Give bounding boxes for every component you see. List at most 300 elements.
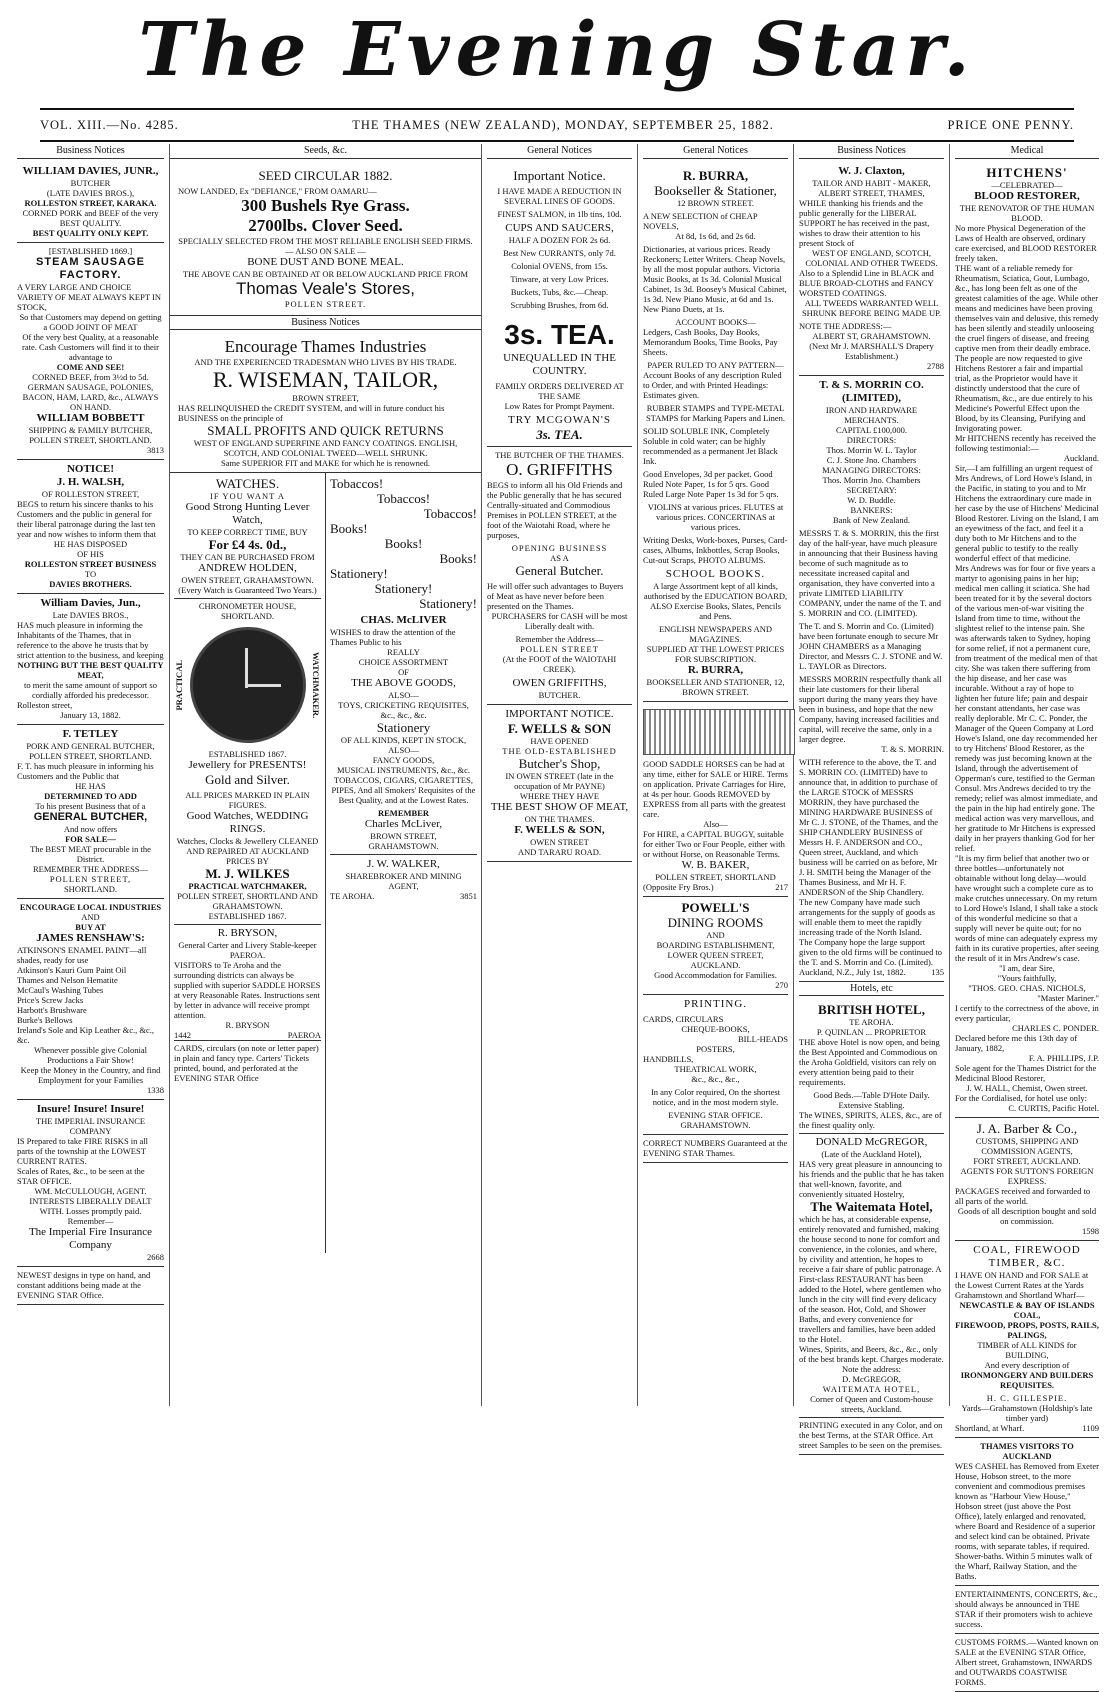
text: The T. and S. Morrin and Co. (Limited) have been fortunate enough to secure Mr JOHN CHAMBERS as a Managing Director, and Messrs C. J. STONE and W. L. TAYLOR as Directors. (799, 620, 943, 671)
text: Thos. Morrin W. L. Taylor (826, 444, 917, 455)
text: GERMAN SAUSAGE, POLONIES, BACON, HAM, LARD, &c., ALWAYS ON HAND. (22, 381, 159, 412)
text: Shortland, at Wharf. (955, 1422, 1025, 1433)
text: Scrubbing Brushes, from 6d. (510, 299, 609, 310)
text: SHORTLAND. (63, 883, 118, 894)
text: THE BUTCHER OF THE THAMES. (495, 449, 624, 460)
text: PACKAGES received and forwarded to all parts of the world. (955, 1185, 1091, 1206)
text: WILLIAM BOBBETT (36, 411, 145, 424)
text: MESSRS MORRIN respectfully thank all their late customers for their liberal support during the many years they have been in business, and hope that the new Company, having increased facilities and capital, will receive the same, only in a larger degree. (799, 673, 942, 744)
dateline (40, 108, 1074, 142)
text: For HIRE, a CAPITAL BUGGY, suitable for either Two or Four People, either with or without Horse, on Reasonable Terms. (643, 828, 785, 859)
text: HAS RELINQUISHED the CREDIT SYSTEM, and will in future conduct his BUSINESS on the principle of (178, 403, 445, 423)
text: SMALL PROFITS AND QUICK RETURNS (207, 423, 444, 438)
text: Butcher's Shop, (518, 755, 601, 771)
text: Tobaccos! (423, 506, 477, 521)
text: BEST QUALITY ONLY KEPT. (32, 227, 149, 238)
text: AGENTS FOR SUTTON'S FOREIGN EXPRESS. (960, 1165, 1094, 1186)
text: BUY AT (75, 921, 106, 932)
text: ATKINSON'S ENAMEL PAINT—all shades, ready for use (17, 944, 147, 965)
text: SHAREBROKER AND MINING AGENT, (345, 871, 462, 891)
text: A NEW SELECTION of CHEAP NOVELS, (643, 210, 758, 231)
text: ALL PRICES MARKED IN PLAIN FIGURES. (185, 790, 310, 810)
text: For £4 4s. 0d., (208, 537, 287, 552)
ad-title: F. TETLEY (62, 727, 119, 740)
text: —CELEBRATED— (991, 179, 1063, 190)
text: THE RENOVATOR OF THE HUMAN BLOOD. (959, 202, 1095, 223)
text: POSTERS, (696, 1043, 735, 1054)
text: Tinware, at very Low Prices. (510, 273, 609, 284)
text: H. C. GILLESPIE. (986, 1392, 1068, 1403)
text: SHIPPING & FAMILY BUTCHER, POLLEN STREET, SHORTLAND. (28, 424, 153, 445)
text: TO (84, 568, 97, 579)
text: ALSO— (388, 745, 419, 755)
text: HE HAS (75, 780, 106, 791)
text: 2700lbs. Clover Seed. (248, 215, 403, 235)
text: AND (706, 929, 725, 940)
text: WHILE thanking his friends and the public generally for the LIBERAL SUPPORT he has received in the past, wishes to draw their attention to his present Stock of (799, 197, 930, 248)
text: And every description of (984, 1359, 1070, 1370)
text: "Master Mariner." (1037, 992, 1099, 1003)
text: BUTCHER. (538, 689, 581, 700)
text: CHOICE ASSORTMENT (358, 657, 449, 667)
text: VIOLINS at various prices. FLUTES at various prices. CONCERTINAS at various prices. (647, 501, 784, 532)
text: January 13, 1882. (60, 709, 121, 720)
ad-title: O. GRIFFITHS (506, 459, 613, 479)
text: Good Accommodation for Families. (654, 969, 777, 980)
text: ON THE THAMES. (524, 813, 595, 824)
text: REALLY (387, 647, 420, 657)
text: CORNED BEEF, from 3½d to 5d. (32, 371, 149, 382)
text: IRON AND HARDWARE MERCHANTS. (825, 404, 918, 425)
text: VISITORS to Te Aroha and the surrounding districts can always be supplied with superior SADDLE HORSES at very Reasonable Rates. Instructions sent by letter in advance will receive prompt attention. (174, 960, 321, 1020)
ad-bobbett (17, 243, 164, 460)
text: Jewellery for PRESENTS! (188, 759, 307, 771)
text: General Butcher. (515, 562, 604, 578)
ad-title: Important Notice. (513, 167, 606, 183)
text: NOTE THE ADDRESS:— (799, 320, 892, 331)
text: SPECIALLY SELECTED FROM THE MOST RELIABLE ENGLISH SEED FIRMS. (178, 235, 473, 246)
text: He will offer such advantages to Buyers of Meat as have never before been presented on the Thames. (487, 580, 624, 611)
text: THE above Hotel is now open, and being the Best Appointed and Commodious on the Aroha Goldfield, visitors can rely on every attention being paid to their requirements. (799, 1037, 940, 1087)
text: Remember— (67, 1215, 114, 1226)
text: [ESTABLISHED 1869.] (48, 245, 133, 256)
text: ALSO— (388, 690, 419, 700)
ad-newest-designs (17, 1267, 164, 1305)
text: ROLLESTON STREET BUSINESS (24, 558, 157, 569)
text: The BEST MEAT procurable in the District. (30, 843, 151, 864)
text: Stationery (376, 720, 431, 735)
text: DINING ROOMS (667, 914, 764, 930)
text: Auckland, N.Z., July 1st, 1882. (799, 966, 906, 977)
text: IN OWEN STREET (late in the occupation of Mr PAYNE) (505, 770, 614, 791)
ad-baker (643, 702, 788, 897)
text: DIRECTORS: (846, 434, 897, 445)
text: OWEN STREET, GRAHAMSTOWN. (181, 575, 314, 585)
text: No more Physical Degeneration of the Laws of Health are observed, ordinary care exercised, and BLOOD RESTORER freely taken. (955, 222, 1097, 263)
text: Thomas Veale's Stores, (236, 278, 415, 298)
text: The new Company have made such arrangements for the supply of goods as will enable them to meet the rapidly increasing trade of the North Island. (799, 896, 935, 937)
ad-title: CHAS. McLIVER (360, 614, 447, 626)
volume-number: VOL. XIII.—No. 4285. (40, 117, 179, 132)
text: Whenever possible give Colonial Productions a Fair Show! (33, 1044, 148, 1065)
text: WISHES to draw the attention of the Thames Public to his (330, 627, 456, 647)
ad-title: William Davies, Jun., (40, 596, 141, 609)
text: GENERAL BUTCHER, (33, 810, 148, 823)
price: PRICE ONE PENNY. (947, 117, 1074, 132)
text: Sole agent for the Thames District for the Medicinal Blood Restorer, (955, 1062, 1097, 1083)
newspaper-title: The Evening Star. (138, 7, 976, 93)
ad-title: COAL, FIREWOOD TIMBER, &C. (973, 1243, 1081, 1269)
text: The WINES, SPIRITS, ALES, &c., are of the finest quality only. (799, 1110, 942, 1130)
column-1 (12, 144, 170, 1406)
text: GRAHAMSTOWN. (680, 1119, 751, 1130)
text: IF YOU WANT A (210, 491, 285, 501)
text: ANDREW HOLDEN, (198, 562, 297, 574)
text: Gold and Silver. (205, 772, 290, 787)
text: R. BURRA, (687, 663, 744, 676)
text: EVENING STAR OFFICE. (668, 1109, 763, 1120)
text: CHEQUE-BOOKS, (681, 1023, 750, 1034)
issue-date: THE THAMES (NEW ZEALAND), MONDAY, SEPTEMBER 25, 1882. (352, 117, 774, 132)
ad-title: HITCHENS' (986, 164, 1068, 180)
text: BUTCHER (70, 177, 111, 188)
text: (Next Mr J. MARSHALL'S Drapery Establishment.) (809, 340, 934, 361)
text: Bank of New Zealand. (833, 514, 910, 525)
text: Of the very best Quality, at a reasonable rate. Cash Customers will find it to their advantage to (22, 331, 159, 362)
text: Good Strong Hunting Lever Watch, (185, 501, 310, 526)
masthead (0, 0, 1114, 102)
text: Auckland. (1063, 452, 1099, 463)
text: The Company hope the large support given to the old firms will be continued to the T. and S. Morrin and Co. (Limited). (799, 936, 943, 967)
text: Stationery! (330, 566, 388, 581)
text: McCaul's Washing Tubes (17, 984, 104, 995)
ad-powell (643, 897, 788, 995)
text: Colonial OVENS, from 15s. (511, 260, 608, 271)
section-header: Medical (955, 144, 1099, 159)
text: NOW LANDED, Ex "DEFIANCE," FROM OAMARU— (178, 185, 377, 196)
ad-number: 3813 (147, 444, 164, 455)
text: PURCHASERS for CASH will be most Liberally dealt with. (491, 610, 628, 631)
text: OF ALL KINDS, KEPT IN STOCK, (340, 735, 467, 745)
text: Also— (703, 818, 728, 829)
text: CORNED PORK and BEEF of the very BEST QUALITY. (22, 207, 159, 228)
ad-important-notice (487, 162, 632, 447)
text: 12 BROWN STREET. (676, 197, 755, 208)
text: Bookseller & Stationer, (654, 182, 777, 198)
text: J. W. WALKER, (330, 854, 477, 871)
text: NEWCASTLE & BAY OF ISLANDS COAL, (959, 1299, 1095, 1320)
text: THE OLD-ESTABLISHED (502, 745, 617, 756)
text: OF (398, 667, 409, 677)
columns (12, 144, 1104, 1687)
text: WITH reference to the above, the T. and S. MORRIN CO. (LIMITED) have to announce that, in addition to purchase of the LARGE STOCK of MESSRS MORRIN, they have purchased the MINING HARDWARE BUSINESS of Mr C. J. STONE, of the Thames, and the SHIP CHANDLERY BUSINESS of Messrs H. F. ANDERSON and CO., Queen street, Auckland, and which business will be carried on as before, Mr J. H. SMITH being the Manager of the Thames Business, and Mr H. F. ANDERSON of the Ship Chandlery. (799, 756, 938, 897)
text: FORT STREET, AUCKLAND. (973, 1155, 1081, 1166)
text: C. J. Stone Jno. Chambers (826, 454, 917, 465)
text: Books! (439, 551, 477, 566)
ad-number: 1109 (1082, 1422, 1099, 1433)
text: F. T. has much pleasure in informing his Customers and the Public that (17, 760, 154, 781)
text: GOOD SADDLE HORSES can be had at any time, either for SALE or HIRE. Terms on application. Private Carriages for Hire, at 4s per hour. Goods REMOVED by EXPRESS from all parts with the greatest care. (643, 758, 788, 819)
ad-number: 1598 (1082, 1225, 1099, 1236)
text: DONALD McGREGOR, (799, 1133, 944, 1149)
text: Corner of Queen and Custom-house streets, Auckland. (810, 1394, 933, 1414)
ad-number: 1338 (147, 1084, 164, 1095)
text: Good Beds.—Table D'Hote Daily. (813, 1090, 930, 1100)
text: (At the FOOT of the WAIOTAHI CREEK). (502, 653, 617, 674)
text: Thames and Nelson Hematite (17, 974, 118, 985)
text: R. BRYSON (225, 1020, 270, 1030)
ad-gillespie (955, 1241, 1099, 1438)
section-header: Hotels, etc (799, 982, 944, 997)
section-header: Business Notices (17, 144, 164, 159)
text: POLLEN STREET, SHORTLAND AND GRAHAMSTOWN. (177, 891, 318, 911)
text: TAILOR AND HABIT - MAKER, (812, 177, 931, 188)
ad-title: W. J. Claxton, (838, 164, 905, 177)
text: "I am, dear Sire, (999, 962, 1055, 973)
text: POLLEN STREET (520, 643, 599, 654)
text: D. McGREGOR, (842, 1374, 901, 1384)
text: I HAVE ON HAND and FOR SALE at the Lowest Current Rates at the Yards Grahamstown and Shortland Wharf— (955, 1269, 1089, 1300)
ad-number: 3851 (460, 891, 477, 901)
text: TE AROHA. (849, 1017, 894, 1027)
text: WEST OF ENGLAND SUPERFINE AND FANCY COATINGS. ENGLISH, SCOTCH, AND COLONIAL TWEED—WELL SHRUNK. (193, 438, 458, 458)
text: Watches, Clocks & Jewellery CLEANED AND REPAIRED AT AUCKLAND PRICES BY (176, 836, 319, 866)
text: which he has, at considerable expense, entirely renovated and furnished, making the house second to none for comfort and convenience, in the colonies, and where, by civility and attention, he hopes to receive a fair share of public patronage. A First-class RESTAURANT has been added to the Hotel, where gentlemen who lunch in the city will find every delicacy of the season. Hot, Cold, and Shower Baths, and every convenience for travellers and families, have been added to the Hotel. (799, 1214, 942, 1344)
text: THEATRICAL WORK, (674, 1063, 757, 1074)
text: AND TARARU ROAD. (518, 846, 601, 857)
text: P. QUINLAN ... PROPRIETOR (816, 1027, 927, 1037)
ad-number: 2788 (927, 360, 944, 371)
ad-wells (487, 705, 632, 862)
ad-title: F. WELLS & SON (507, 720, 612, 736)
text: A VERY LARGE AND CHOICE VARIETY OF MEAT ALWAYS KEPT IN STOCK, (17, 281, 161, 312)
ad-correct-numbers (643, 1135, 788, 1163)
text: AND THE EXPERIENCED TRADESMAN WHO LIVES BY HIS TRADE. (194, 357, 457, 367)
text: M. J. WILKES (205, 866, 290, 881)
text: Burke's Bellows (17, 1014, 73, 1025)
text: FANCY GOODS, (372, 755, 435, 765)
text: Sir,—I am fulfilling an urgent request of Mrs Andrews, of Lord Howe's Island, in the Pacific, in stating to you and to Mr Hitchens the extraordinary cure made in her case by the use of Hitchens' Medicinal Blood Restorer. Living on the Island, I am an eyewitness of the fact, and feel it a duty both to Mr Hitchens and to the general public to testify to the really wonderful effect of that medicine. (955, 462, 1099, 563)
text: UNEQUALLED IN THE COUNTRY. (503, 351, 616, 377)
text: BOARDING ESTABLISHMENT, (656, 939, 775, 950)
text: The Waitemata Hotel, (810, 1199, 933, 1214)
ad-title: PRINTING. (683, 997, 748, 1010)
column-5 (794, 144, 950, 1450)
ad-title: WATCHES. (215, 476, 280, 491)
text: So that Customers may depend on getting a GOOD JOINT OF MEAT (19, 311, 162, 332)
text: THE BEST SHOW OF MEAT, (490, 800, 629, 813)
text: CUPS AND SAUCERS, (505, 221, 614, 234)
text: Ledgers, Cash Books, Day Books, Memorandum Books, Time Books, Pay Sheets. (643, 326, 778, 357)
text: BROWN STREET, (370, 831, 437, 841)
ad-barber (955, 1118, 1099, 1241)
text: WES CASHEL has Removed from Exeter House, Hobson street, to the more convenient and commodious premises known as "Harbour View House," Hobson street (just above the Post Office), lately enlarged and renovated, where Board and Residence of a superior and select kind can be obtained. Private rooms, with separate tables, if required. Shower-baths. Within 5 minutes walk of the Wharf, Railway Station, and the Baths. (955, 1460, 1099, 1581)
text: ESTABLISHED 1867. (208, 749, 287, 759)
text: Remember the Address— (515, 633, 604, 644)
text: HAS very great pleasure in announcing to his friends and the public that he has taken that well-known, favorite, and conveniently situated Hostelry, (799, 1159, 944, 1199)
section-header: General Notices (487, 144, 632, 159)
text: TO KEEP CORRECT TIME, BUY (187, 527, 308, 537)
text: OF ROLLESTON STREET, (41, 488, 140, 499)
text: CHARLES C. PONDER. (1012, 1022, 1099, 1033)
text: CUSTOMS, SHIPPING AND COMMISSION AGENTS, (975, 1135, 1079, 1156)
text: FOR SALE— (65, 833, 116, 844)
text: Mrs Andrews was for four or five years a martyr to agonising pains in her hip; medical men calling it sciatica. She had been treated for it by the several doctors of the various men-of-war visiting the Island from time to time, without the slightest relief to the intense pain. She was afterwards taken to Sydney, hoping for some relief, if not a permanent cure, from treatment of the medical men of that city. She was taken there suffering from the hip disease, and her case was incurable. Without a ray of hope to lighten her future life; pain and despair her constant attendants, her case was really deplorable. Mr C. C. Ponder, the Manager of the Queen Company at Lord Howe's Island, one day recommended her to try Hitchens' Blood Restorer, as the remedy was just becoming known at the Island, through the advertisement of Opperman's cure, testified to the German Consul. Mrs Andrews decided to try the remedy; relief was almost immediate, and the pain in the hip had entirely gone. The medical action was very marvellous, and her gratitude to Mr Hitchens is expressed daily in her prayers thanking God for her relief. (955, 562, 1098, 853)
text: BLOOD RESTORER, (974, 189, 1080, 202)
text: REMEMBER (378, 808, 429, 818)
text: NOTHING BUT THE BEST QUALITY MEAT, (17, 659, 164, 680)
ad-hitchens (955, 162, 1099, 1118)
text: ENCOURAGE LOCAL INDUSTRIES (19, 901, 162, 912)
text: OF HIS (77, 548, 104, 559)
ad-title: POWELL'S (681, 899, 750, 915)
text: Books! (384, 536, 423, 551)
text: In any Color required, On the shortest notice, and in the most modern style. (650, 1086, 781, 1107)
text: PAEROA (287, 1030, 321, 1040)
text: REMEMBER THE ADDRESS— (32, 863, 149, 874)
text: (LATE DAVIES BROS.), (46, 187, 135, 198)
ad-walsh (17, 460, 164, 594)
ad-number: 270 (775, 979, 788, 990)
text: ALBERT STREET, THAMES, (818, 187, 925, 198)
text: MUSICAL INSTRUMENTS, &c., &c. (336, 765, 471, 775)
text: SOLID SOLUBLE INK, Completely Soluble in cold water; can be highly recommended as a permanent Jet Black Ink. (643, 425, 778, 466)
text: Same SUPERIOR FIT and MAKE for which he is renowned. (220, 458, 430, 468)
text: OPENING BUSINESS (511, 542, 608, 553)
text: SCHOOL BOOKS. (665, 567, 766, 580)
text: Price's Screw Jacks (17, 994, 84, 1005)
text: CUSTOMS FORMS.—Wanted known on SALE at the EVENING STAR Office, Albert street, Grahamstown, INWARDS and OUTWARDS COASTWISE FORMS. (955, 1636, 1099, 1687)
text: TOYS, CRICKETING REQUISITES, &c., &c., &c. (338, 700, 469, 720)
text: (Every Watch is Guaranteed Two Years.) (178, 585, 317, 595)
text: Stationery! (419, 596, 477, 611)
tea-headline: 3s. TEA. (504, 318, 615, 350)
text: R. BRYSON, (174, 924, 321, 940)
text: POLLEN STREET, SHORTLAND (655, 871, 776, 882)
text: J. H. WALSH, (56, 475, 125, 488)
text: (Opposite Fry Bros.) (643, 881, 714, 892)
text: Buckets, Tubs, &c.—Cheap. (510, 286, 609, 297)
text: CORRECT NUMBERS Guaranteed at the EVENING STAR Thames. (643, 1137, 788, 1158)
text: 3s. TEA. (536, 426, 583, 442)
text: "THOS. GEO. CHAS. NICHOLS, (968, 982, 1086, 993)
ad-number: 2668 (147, 1251, 164, 1262)
text: A large Assortment kept of all kinds, authorised by the EDUCATION BOARD, ALSO Exercise Books, Slates, Pencils and Pens. (643, 580, 788, 621)
text: FINEST SALMON, in 1lb tins, 10d. (497, 208, 622, 219)
text: Tobaccos! (376, 491, 431, 506)
text: PRINTING executed in any Color, and on the best Terms, at the STAR Office. Art street Samples to be seen on the premises. (799, 1417, 944, 1450)
text: Dictionaries, at various prices. Ready Reckoners; Letter Writers. Cheap Novels, by all the most popular authors. Victoria Music Books, at 1s 3d. Colonial Musical Cabinet, 1s 3d. Boosey's Musical Cabinet, 1s 3d. New Piano Music, at 6d and 1s. New Piano Duets, at 1s. (643, 243, 787, 314)
text: WATCHMAKER. (311, 651, 321, 719)
ad-renshaw (17, 899, 164, 1100)
ad-printing (643, 995, 788, 1135)
text: TOBACCOS, CIGARS, CIGARETTES, PIPES, And all Smokers' Requisites of the Best Quality, and at the Lowest Rates. (331, 775, 476, 805)
text: COME AND SEE! (56, 361, 125, 372)
text: Atkinson's Kauri Gum Paint Oil (17, 964, 127, 975)
text: BROWN STREET, (292, 393, 359, 403)
text: DAVIES BROTHERS. (49, 578, 132, 589)
text: PAPER RULED TO ANY PATTERN— (647, 359, 784, 370)
text: WEST OF ENGLAND, SCOTCH, COLONIAL AND OTHER TWEEDS. (805, 247, 938, 268)
text: Stationery! (374, 581, 433, 596)
text: To his present Business that of a (35, 800, 146, 811)
text: The Imperial Fire Insurance Company (28, 1225, 153, 1251)
ad-insurance (17, 1100, 164, 1267)
text: ALBERT ST, GRAHAMSTOWN. (812, 330, 931, 341)
text: Wines, Spirits, and Beers, &c., &c., only of the best brands kept. Charges moderate. (799, 1344, 944, 1364)
text: "Yours faithfully, (997, 972, 1057, 983)
text: Tobaccos! (330, 476, 384, 491)
text: Thos. Morrin Jno. Chambers (822, 474, 921, 485)
text: Low Rates for Prompt Payment. (504, 400, 615, 411)
text: ENGLISH NEWSPAPERS AND MAGAZINES. (658, 623, 773, 644)
text: Charles McLiver, (364, 818, 443, 830)
text: Harbott's Brushware (17, 1004, 87, 1015)
ad-customs-forms (955, 1634, 1099, 1692)
ad-number: 217 (775, 881, 788, 892)
text: THE ABOVE CAN BE OBTAINED AT OR BELOW AUCKLAND PRICE FROM (182, 268, 469, 279)
text: POLLEN STREET, (49, 873, 132, 884)
text: For the Cordialised, for hotel use only: (955, 1092, 1087, 1103)
text: LOWER QUEEN STREET, AUCKLAND. (667, 949, 764, 970)
column-2-right (326, 473, 481, 1253)
text: C. CURTIS, Pacific Hotel. (1008, 1102, 1099, 1113)
text: At 8d, 1s 6d, and 2s 6d. (675, 230, 756, 241)
text: R. WISEMAN, TAILOR, (212, 367, 439, 392)
text: RUBBER STAMPS and TYPE-METAL STAMPS for Marking Papers and Linen. (645, 402, 786, 423)
text: CARDS, CIRCULARS (643, 1013, 724, 1024)
ad-number: 135 (931, 966, 944, 977)
section-header: Business Notices (799, 144, 944, 159)
text: Books! (330, 521, 368, 536)
text: W. D. Buddle. (847, 494, 896, 505)
text: MESSRS T. & S. MORRIN, this the first day of the half-year, have much pleasure in announcing that their Business having become of such magnitude as to necessitate increased capital and organisation, they have converted into a private LIMITED LIABILITY COMPANY, under the name of the T. and S. MORRIN and CO. (LIMITED). (799, 527, 942, 618)
ad-wiseman (170, 333, 481, 473)
ad-title: SEED CIRCULAR 1882. (258, 167, 393, 183)
text: Note the address: (841, 1364, 901, 1374)
ad-griffiths (487, 447, 632, 705)
text: Best New CURRANTS, only 7d. (503, 247, 616, 258)
text: Goods of all description bought and sold on commission. (957, 1205, 1097, 1226)
text: ACCOUNT BOOKS— (675, 316, 756, 327)
text: WHERE THEY HAVE (519, 790, 600, 801)
text: I certify to the correctness of the above, in every particular, (955, 1002, 1099, 1023)
text: TIMBER of ALL KINDS for BUILDING, (977, 1339, 1077, 1360)
section-header: General Notices (643, 144, 788, 159)
text: HAS much pleasure in informing the Inhabitants of the Thames, that in reference to the above he trusts that by strict attention to the business, and keeping (17, 619, 164, 660)
ad-title: Insure! Insure! Insure! (36, 1102, 145, 1115)
text: Declared before me this 13th day of January, 1882, (955, 1032, 1078, 1053)
text: HE HAS DISPOSED (53, 538, 128, 549)
text: BEGS to return his sincere thanks to his Customers and the public in general for their liberal patronage during the last ten year and now wishes to inform them that (17, 498, 157, 539)
text: OWEN STREET (530, 836, 589, 847)
ad-title: WILLIAM DAVIES, JUNR., (22, 164, 159, 177)
ad-title: Encourage Thames Industries (224, 337, 427, 356)
ad-claxton (799, 162, 944, 376)
text: WAITEMATA HOTEL, (822, 1384, 921, 1394)
text: Late DAVIES BROS., (52, 609, 129, 620)
text: to merit the same amount of support so cordially afforded his predecessor. (24, 679, 157, 700)
ad-hotels (799, 999, 944, 1455)
text: General Carter and Livery Stable-keeper PAEROA. (178, 940, 317, 960)
carriage-illustration (643, 709, 795, 755)
text: SUPPLIED AT THE LOWEST PRICES FOR SUBSCRIPTION. (646, 643, 785, 664)
text: ESTABLISHED 1867. (208, 911, 287, 921)
text: HAVE OPENED (530, 735, 589, 746)
text: Rolleston street, (17, 699, 73, 710)
text: Scales of Rates, &c., to be seen at the STAR OFFICE. (17, 1165, 145, 1186)
column-2-left (170, 473, 326, 1253)
